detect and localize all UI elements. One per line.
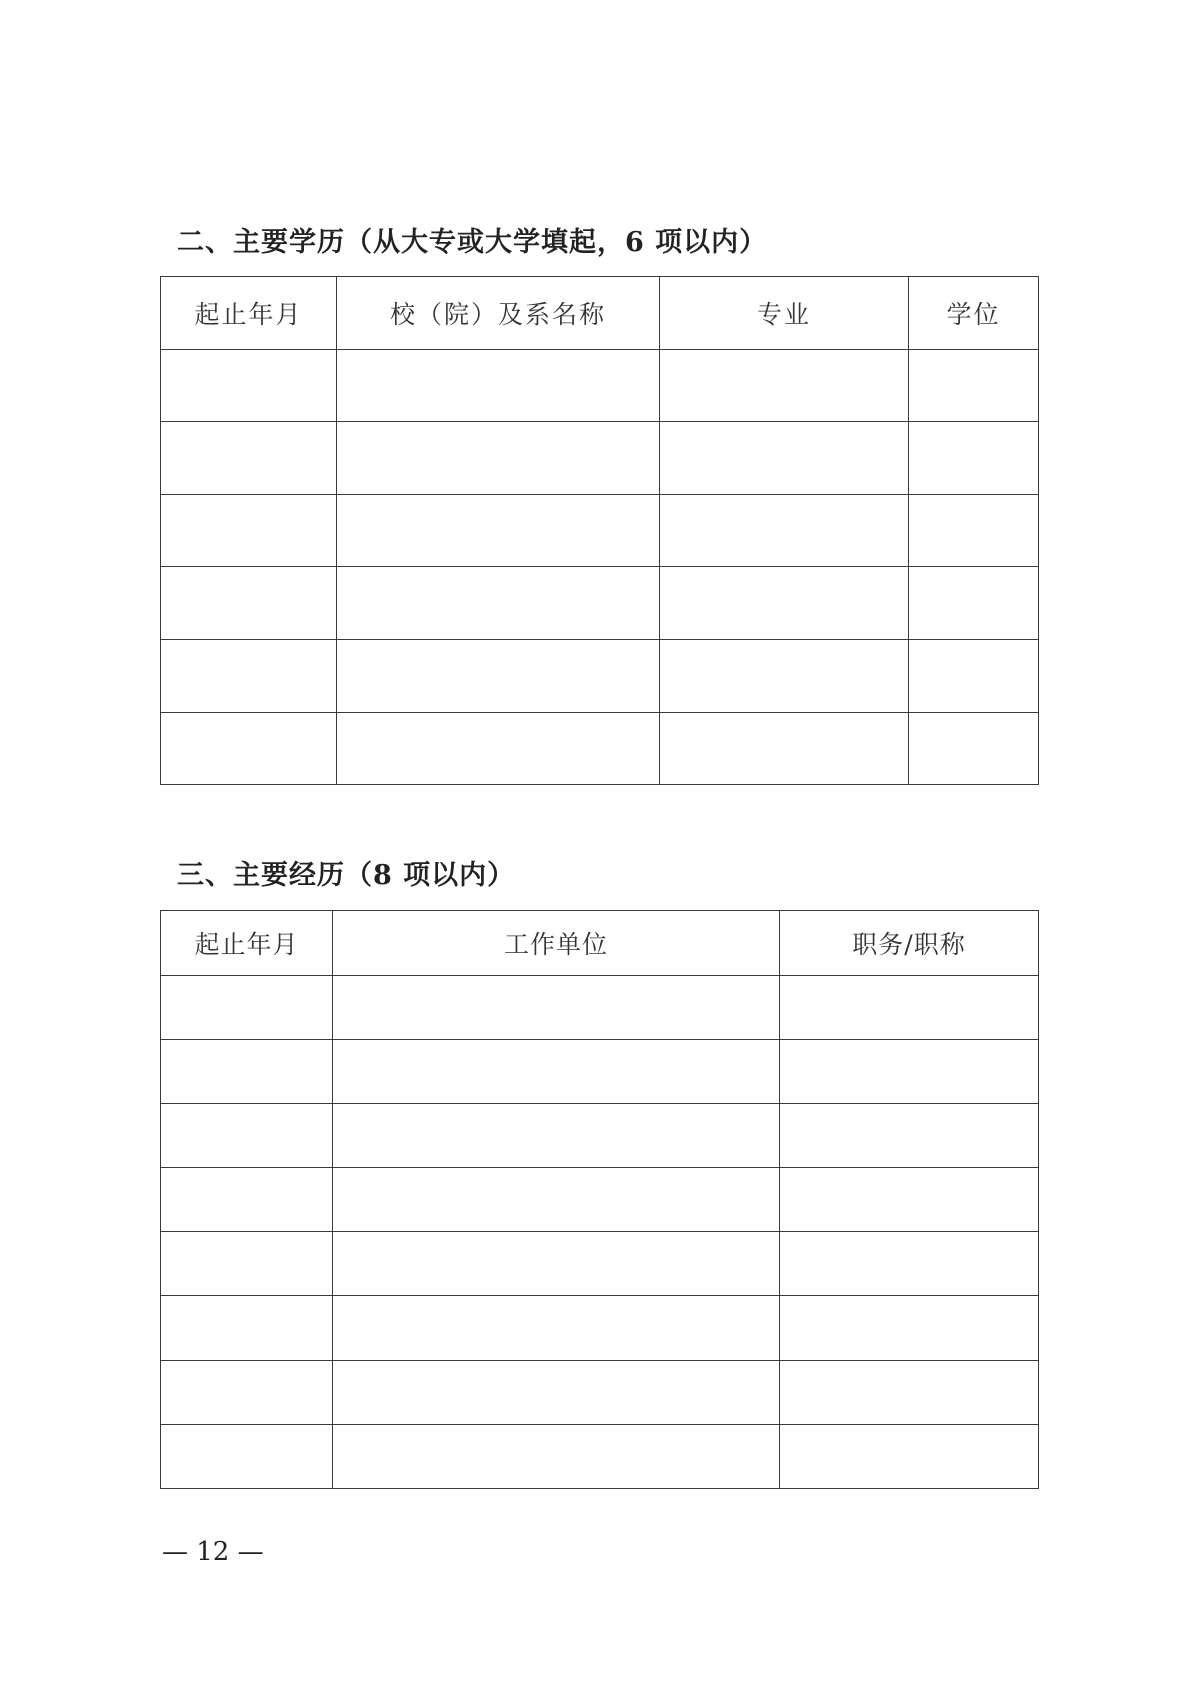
work-cell-position[interactable] [780,1104,1039,1168]
table-row [161,1040,1039,1104]
work-cell-period[interactable] [161,1232,333,1296]
table-row [161,712,1039,785]
work-header-period: 起止年月 [161,911,333,976]
work-cell-period[interactable] [161,1360,333,1424]
table-row [161,494,1039,567]
table-row [161,976,1039,1040]
work-header-employer: 工作单位 [333,911,780,976]
education-cell-major[interactable] [660,567,909,640]
education-cell-period[interactable] [161,712,337,785]
work-header-position: 职务/职称 [780,911,1039,976]
education-section-title: 二、主要学历（从大专或大学填起，6 项以内） [177,227,768,258]
table-row [161,1296,1039,1360]
work-header-row [161,911,1039,976]
education-header-degree: 学位 [909,277,1039,350]
education-cell-school[interactable] [337,494,660,567]
education-cell-degree[interactable] [909,349,1039,422]
work-cell-employer[interactable] [333,1424,780,1488]
work-cell-position[interactable] [780,1040,1039,1104]
table-row [161,1424,1039,1488]
education-cell-period[interactable] [161,422,337,495]
table-row [161,1168,1039,1232]
table-row [161,1232,1039,1296]
education-cell-period[interactable] [161,639,337,712]
education-cell-major[interactable] [660,422,909,495]
education-cell-school[interactable] [337,422,660,495]
education-header-school: 校（院）及系名称 [337,277,660,350]
education-header-period: 起止年月 [161,277,337,350]
work-section-title: 三、主要经历（8 项以内） [177,860,516,891]
education-cell-degree[interactable] [909,494,1039,567]
work-cell-position[interactable] [780,1360,1039,1424]
education-cell-major[interactable] [660,712,909,785]
work-cell-period[interactable] [161,1104,333,1168]
work-table [160,910,1039,1489]
table-row [161,349,1039,422]
work-cell-employer[interactable] [333,1360,780,1424]
education-cell-school[interactable] [337,639,660,712]
education-cell-major[interactable] [660,639,909,712]
page-number: — 12 — [162,1537,264,1567]
education-cell-period[interactable] [161,567,337,640]
table-row [161,567,1039,640]
work-cell-period[interactable] [161,976,333,1040]
work-cell-period[interactable] [161,1040,333,1104]
education-cell-major[interactable] [660,349,909,422]
table-row [161,1360,1039,1424]
education-cell-major[interactable] [660,494,909,567]
education-header-row [161,277,1039,350]
table-row [161,422,1039,495]
education-cell-degree[interactable] [909,639,1039,712]
work-cell-position[interactable] [780,976,1039,1040]
work-cell-position[interactable] [780,1296,1039,1360]
education-table [160,276,1039,785]
education-cell-school[interactable] [337,712,660,785]
work-cell-period[interactable] [161,1424,333,1488]
work-cell-position[interactable] [780,1168,1039,1232]
work-cell-position[interactable] [780,1424,1039,1488]
work-cell-period[interactable] [161,1168,333,1232]
education-cell-degree[interactable] [909,712,1039,785]
education-cell-degree[interactable] [909,567,1039,640]
education-header-major: 专业 [660,277,909,350]
work-cell-employer[interactable] [333,1104,780,1168]
work-cell-position[interactable] [780,1232,1039,1296]
work-cell-employer[interactable] [333,1232,780,1296]
work-cell-period[interactable] [161,1296,333,1360]
education-cell-period[interactable] [161,349,337,422]
education-cell-degree[interactable] [909,422,1039,495]
table-row [161,639,1039,712]
work-cell-employer[interactable] [333,1040,780,1104]
education-cell-school[interactable] [337,567,660,640]
work-cell-employer[interactable] [333,1168,780,1232]
work-cell-employer[interactable] [333,1296,780,1360]
education-cell-period[interactable] [161,494,337,567]
work-cell-employer[interactable] [333,976,780,1040]
table-row [161,1104,1039,1168]
education-cell-school[interactable] [337,349,660,422]
